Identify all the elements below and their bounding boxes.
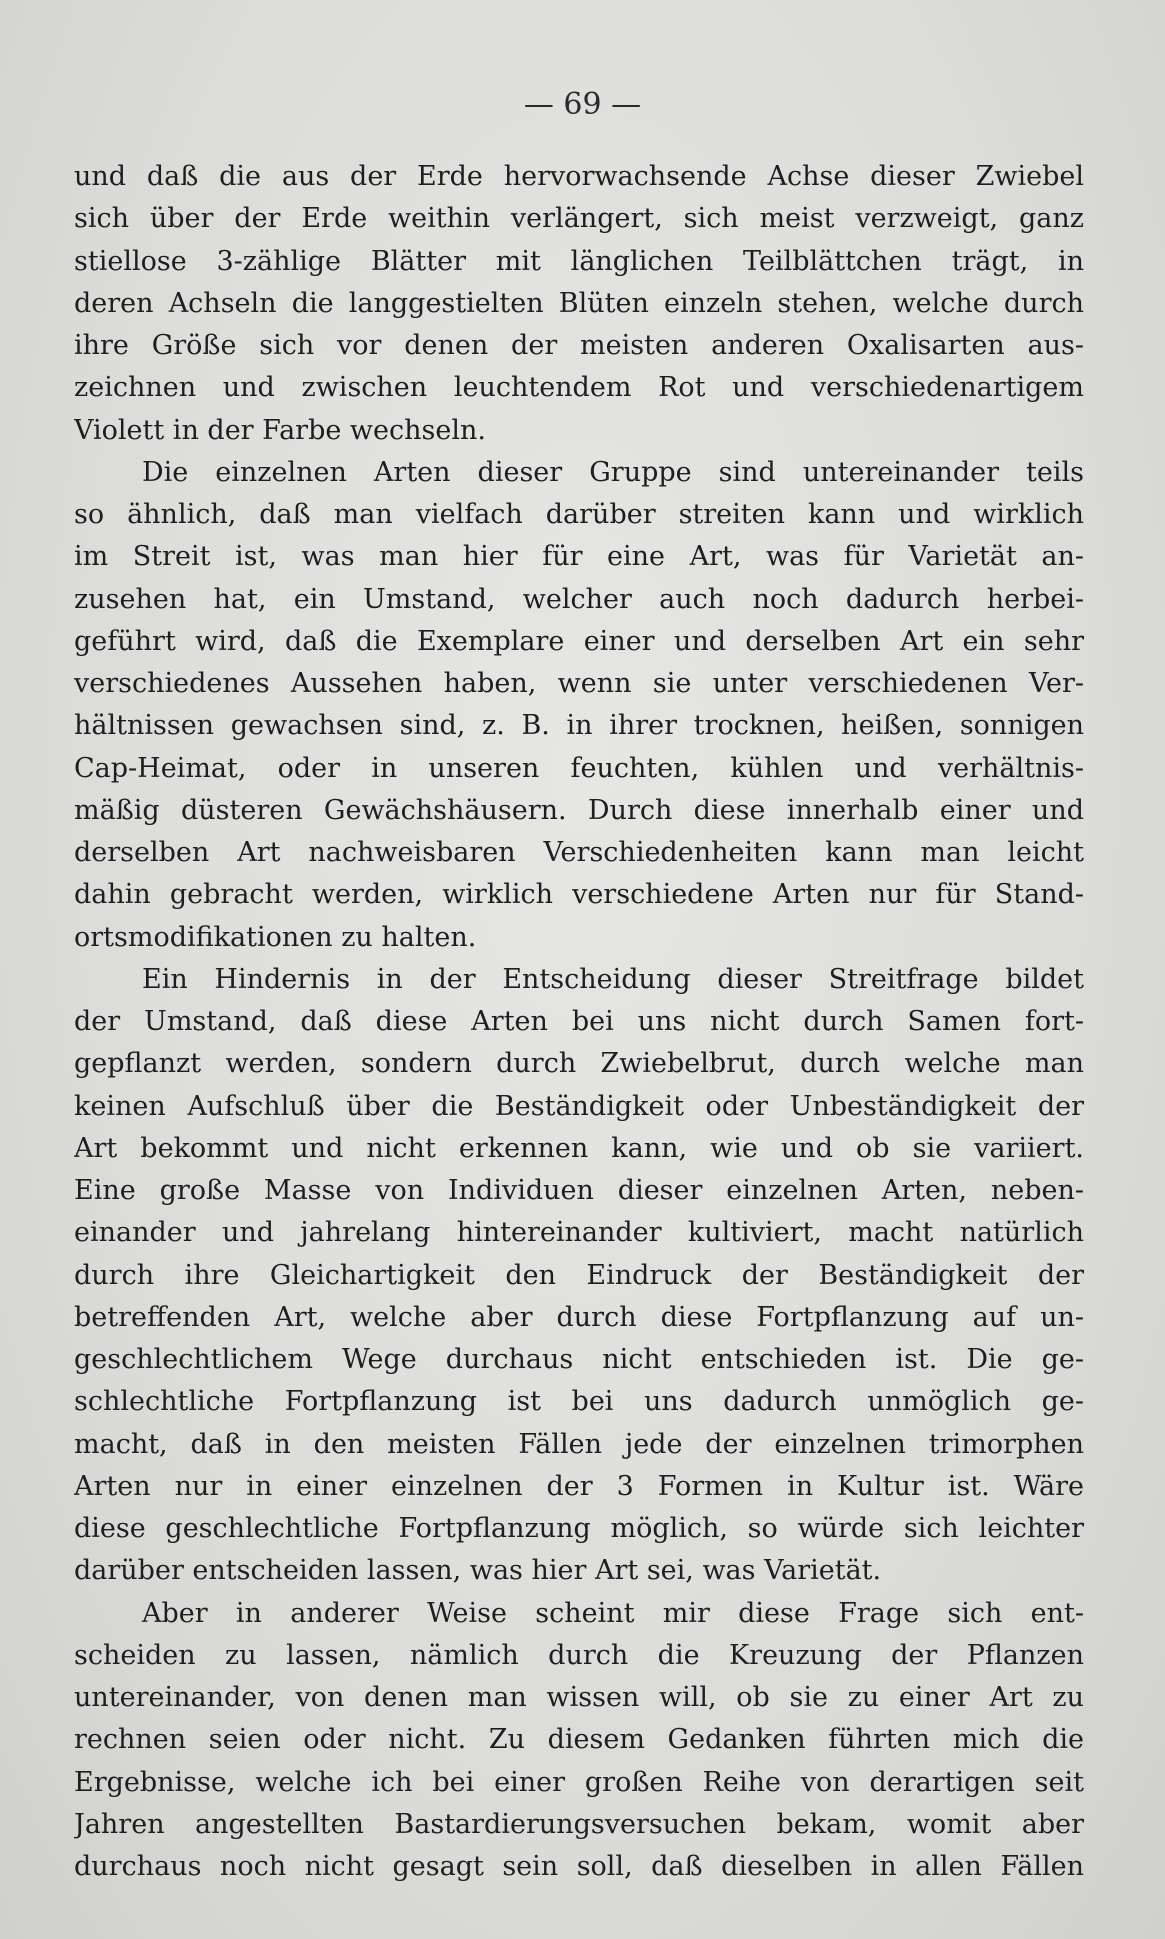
- text-line: und daß die aus der Erde hervorwachsende Achse dieser Zwiebel: [74, 161, 1084, 192]
- text-line: diese geschlechtliche Fortpflanzung möglich, so würde sich leichter: [74, 1513, 1084, 1544]
- text-line: mäßig düsteren Gewächshäusern. Durch diese innerhalb einer und: [74, 794, 1084, 826]
- text-line: Arten nur in einer einzelnen der 3 Formen in Kultur ist. Wäre: [74, 1470, 1084, 1502]
- text-line: Aber in anderer Weise scheint mir diese Frage sich ent-: [142, 1597, 1084, 1629]
- paragraph: [74, 452, 1084, 959]
- text-line: Art bekommt und nicht erkennen kann, wie und ob sie variiert.: [74, 1132, 1084, 1164]
- text-line: verschiedenes Aussehen haben, wenn sie unter verschiedenen Ver-: [74, 668, 1084, 699]
- text-line: Eine große Masse von Individuen dieser einzelnen Arten, neben-: [74, 1175, 1084, 1206]
- text-line: durchaus noch nicht gesagt sein soll, daß dieselben in allen Fällen: [74, 1851, 1084, 1882]
- text-line: rechnen seien oder nicht. Zu diesem Gedanken führten mich die: [74, 1724, 1084, 1756]
- text-line: schlechtliche Fortpflanzung ist bei uns dadurch unmöglich ge-: [74, 1386, 1084, 1418]
- text-line: betreffenden Art, welche aber durch diese Fortpflanzung auf un-: [74, 1301, 1084, 1333]
- text-line: durch ihre Gleichartigkeit den Eindruck der Beständigkeit der: [74, 1259, 1084, 1291]
- text-line: keinen Aufschluß über die Beständigkeit oder Unbeständigkeit der: [74, 1090, 1084, 1122]
- text-line: der Umstand, daß diese Arten bei uns nicht durch Samen fort-: [74, 1006, 1084, 1037]
- paragraph: [74, 156, 1084, 452]
- text-line: darüber entscheiden lassen, was hier Art sei, was Varietät.: [74, 1555, 882, 1587]
- text-line: ortsmodifikationen zu halten.: [74, 921, 477, 953]
- text-line: ihre Größe sich vor denen der meisten anderen Oxalisarten aus-: [74, 330, 1084, 361]
- text-line: geschlechtlichem Wege durchaus nicht entschieden ist. Die ge-: [74, 1344, 1084, 1375]
- text-line: untereinander, von denen man wissen will, ob sie zu einer Art zu: [74, 1682, 1084, 1713]
- text-line: Ein Hindernis in der Entscheidung dieser Streitfrage bildet: [142, 963, 1084, 995]
- text-line: Violett in der Farbe wechseln.: [74, 414, 486, 446]
- text-line: zusehen hat, ein Umstand, welcher auch noch dadurch herbei-: [74, 583, 1084, 615]
- text-line: deren Achseln die langgestielten Blüten einzeln stehen, welche durch: [74, 287, 1084, 319]
- text-line: Cap-Heimat, oder in unseren feuchten, kühlen und verhältnis-: [74, 752, 1084, 784]
- text-line: stiellose 3-zählige Blätter mit länglichen Teilblättchen trägt, in: [74, 245, 1084, 277]
- text-line: zeichnen und zwischen leuchtendem Rot und verschiedenartigem: [74, 372, 1084, 404]
- paragraph: [74, 1593, 1084, 1889]
- text-line: so ähnlich, daß man vielfach darüber streiten kann und wirklich: [74, 499, 1084, 530]
- text-line: geführt wird, daß die Exemplare einer und derselben Art ein sehr: [74, 625, 1084, 657]
- text-line: macht, daß in den meisten Fällen jede der einzelnen trimorphen: [74, 1428, 1084, 1460]
- text-line: im Streit ist, was man hier für eine Art, was für Varietät an-: [74, 541, 1084, 573]
- text-line: einander und jahrelang hintereinander kultiviert, macht natürlich: [74, 1217, 1084, 1249]
- text-line: hältnissen gewachsen sind, z. B. in ihrer trocknen, heißen, sonnigen: [74, 710, 1084, 742]
- text-line: scheiden zu lassen, nämlich durch die Kreuzung der Pflanzen: [74, 1639, 1084, 1671]
- text-line: Die einzelnen Arten dieser Gruppe sind untereinander teils: [142, 456, 1084, 488]
- paragraph: [74, 959, 1084, 1593]
- text-line: dahin gebracht werden, wirklich verschiedene Arten nur für Stand-: [74, 879, 1084, 911]
- page-number: — 69 —: [523, 87, 642, 122]
- text-line: Jahren angestellten Bastardierungsversuchen bekam, womit aber: [74, 1808, 1084, 1840]
- text-line: derselben Art nachweisbaren Verschiedenheiten kann man leicht: [74, 837, 1084, 868]
- text-line: Ergebnisse, welche ich bei einer großen Reihe von derartigen seit: [74, 1766, 1084, 1798]
- body-text: [74, 156, 1084, 1888]
- text-line: sich über der Erde weithin verlängert, sich meist verzweigt, ganz: [74, 203, 1084, 235]
- text-line: gepflanzt werden, sondern durch Zwiebelbrut, durch welche man: [74, 1048, 1084, 1080]
